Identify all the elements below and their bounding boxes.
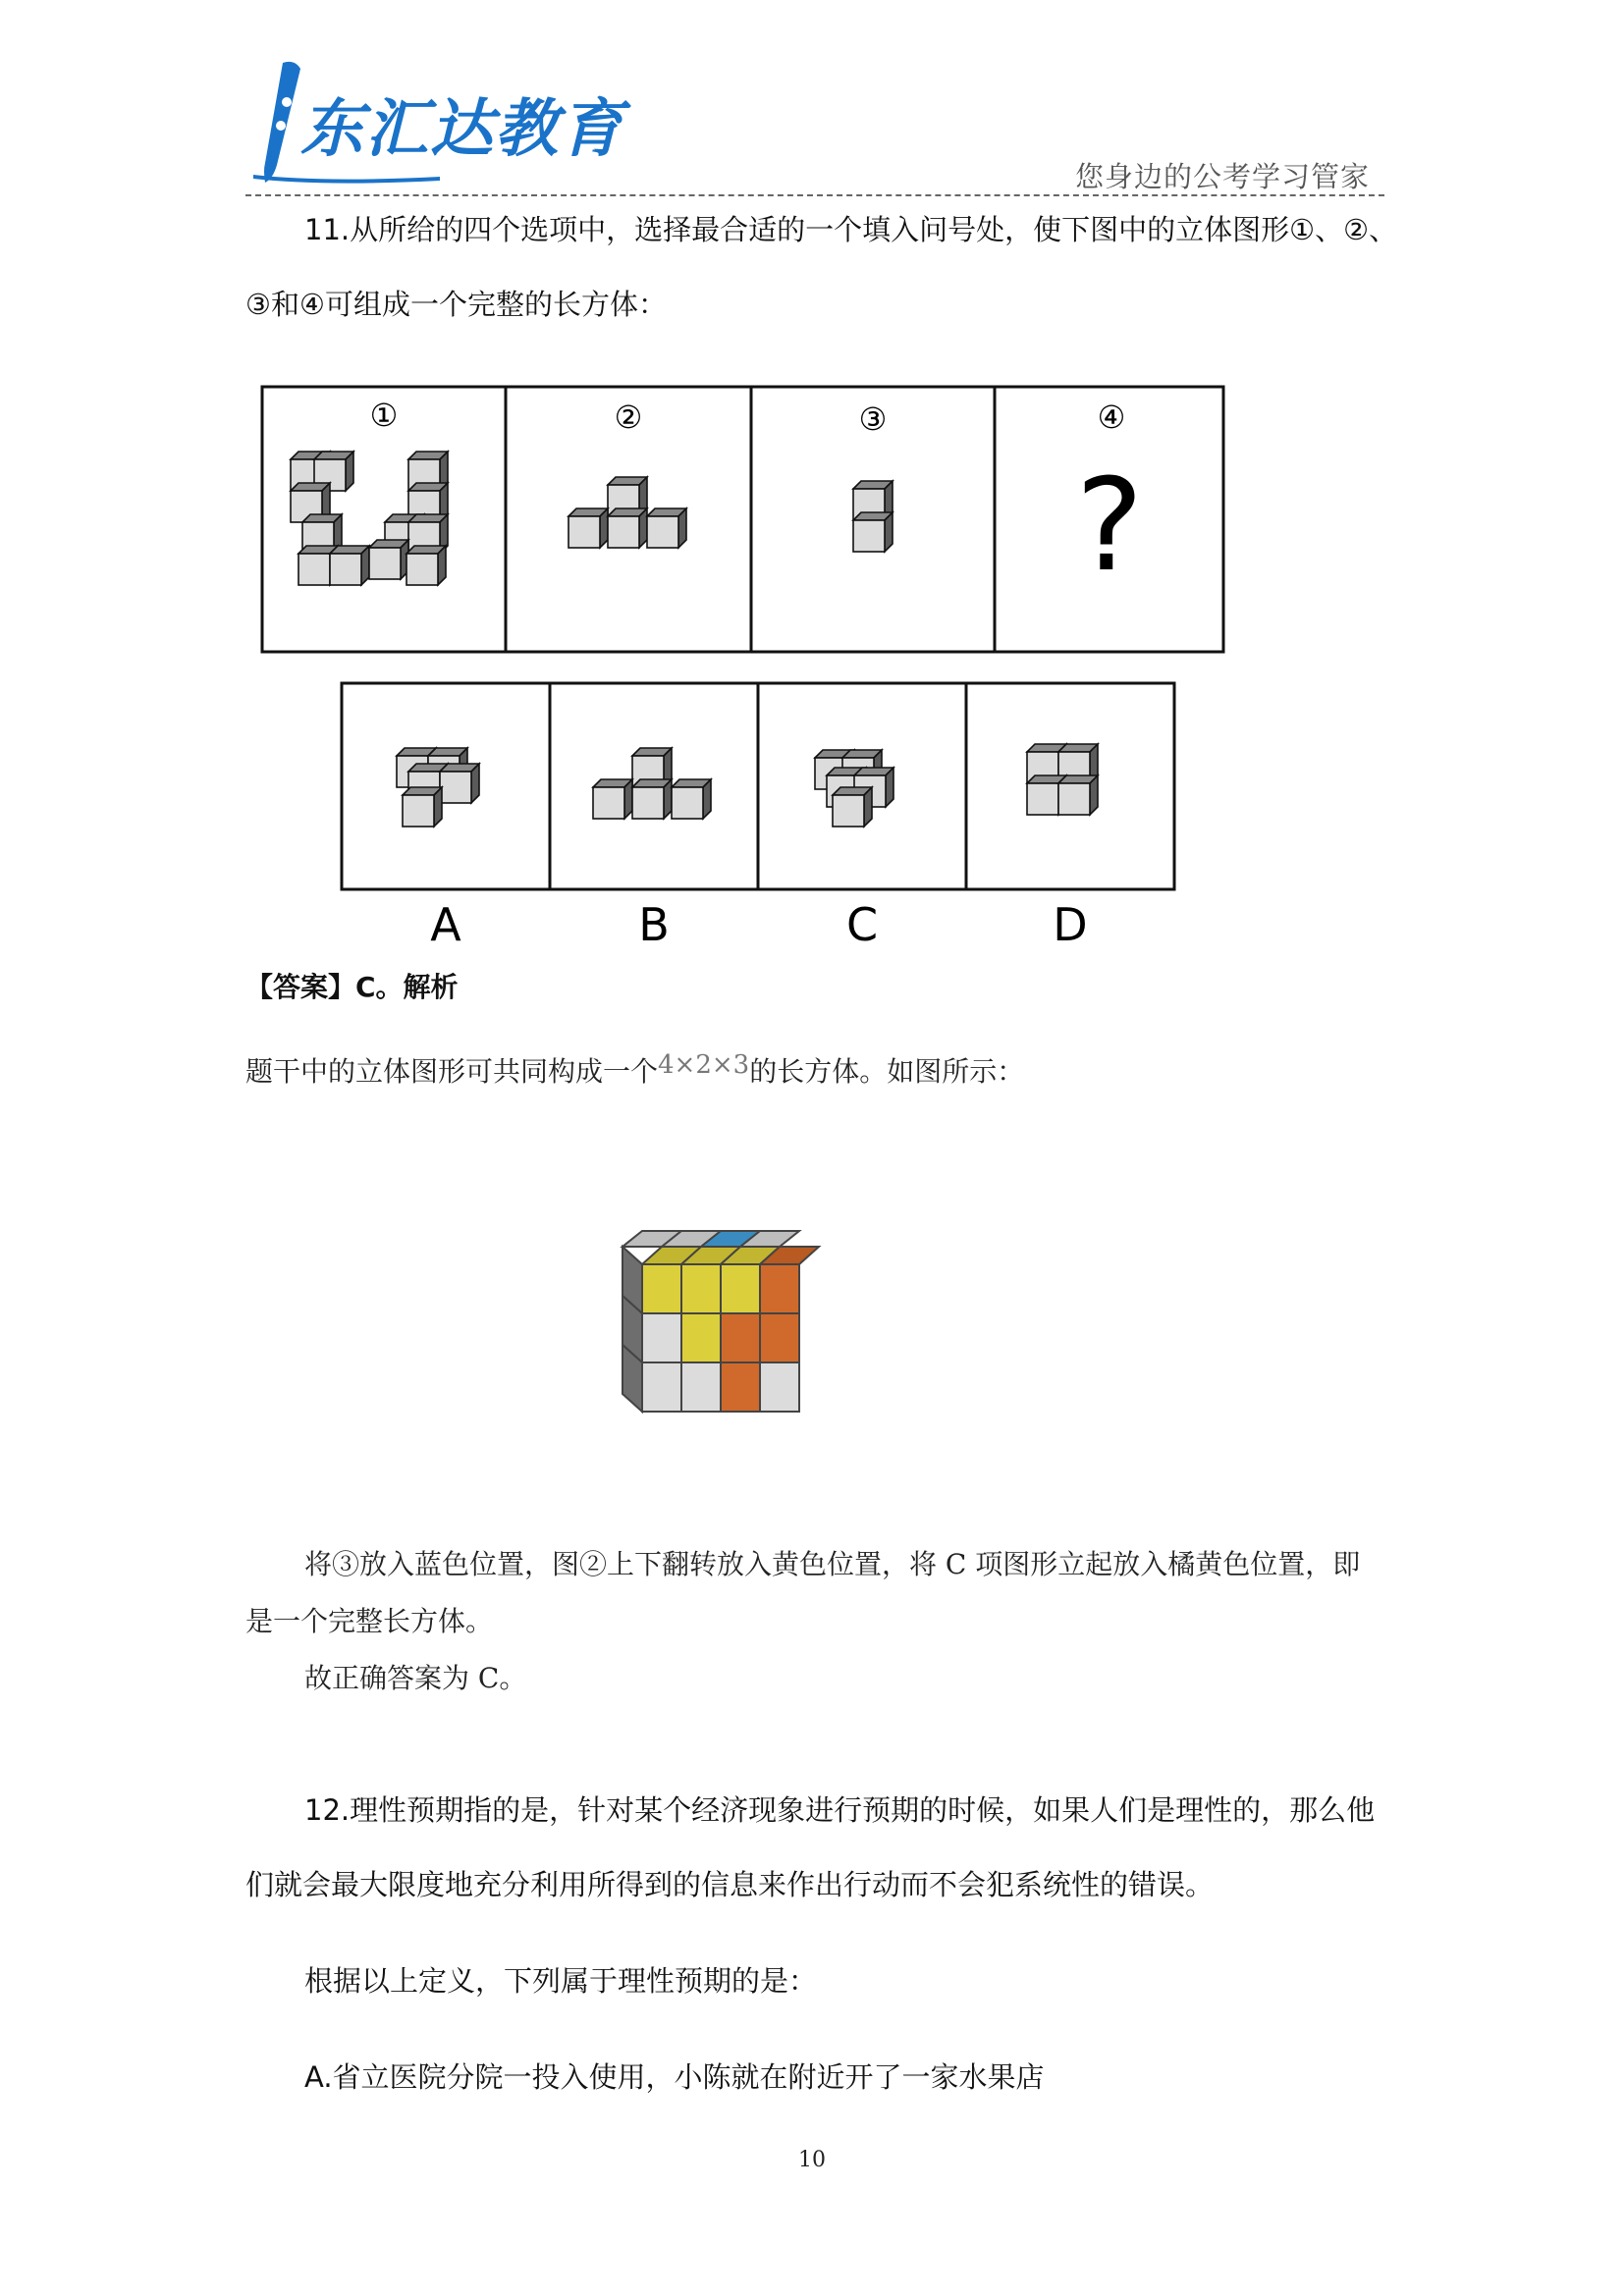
- question-11-text-line1: 11.从所给的四个选项中，选择最合适的一个填入问号处，使下图中的立体图形①、②、: [304, 213, 1398, 246]
- option-label-b: B: [638, 898, 670, 951]
- page-number: 10: [798, 2148, 826, 2172]
- figure-label-2: ②: [614, 399, 643, 436]
- cuboid-front-face: [642, 1264, 799, 1412]
- option-label-d: D: [1053, 898, 1088, 951]
- dimension-formula: 4×2×3: [658, 1050, 750, 1080]
- question-11-text-line2: ③和④可组成一个完整的长方体：: [245, 288, 667, 321]
- question-12-option-a: A.省立医院分院一投入使用，小陈就在附近开了一家水果店: [304, 2060, 1045, 2094]
- figure-shape-3: [853, 481, 893, 552]
- figure-label-1: ①: [369, 397, 399, 434]
- option-label-c: C: [845, 898, 879, 951]
- option-shape-d: [1027, 744, 1098, 815]
- question-mark: ?: [1075, 451, 1144, 600]
- question-12-text-line1: 12.理性预期指的是，针对某个经济现象进行预期的时候，如果人们是理性的，那么他: [304, 1793, 1376, 1827]
- explanation-line1-end: 的长方体。如图所示：: [749, 1055, 1025, 1088]
- logo-text: 东汇达教育: [300, 93, 624, 166]
- question-12-prompt: 根据以上定义，下列属于理性预期的是：: [304, 1964, 818, 1998]
- option-shape-c: [815, 750, 893, 827]
- explanation-line2: 将③放入蓝色位置，图②上下翻转放入黄色位置，将 C 项图形立起放入橘黄色位置，即: [304, 1548, 1361, 1580]
- cuboid-left-face: [623, 1247, 642, 1412]
- figure-label-3: ③: [858, 400, 888, 438]
- option-shape-a: [397, 748, 479, 827]
- question-11-figure: [259, 383, 1231, 952]
- explanation-line1: [245, 1050, 1024, 1090]
- option-label-a: A: [430, 898, 461, 951]
- option-shape-b: [593, 748, 711, 819]
- explanation-line1-start: 题干中的立体图形可共同构成一个: [245, 1055, 659, 1088]
- composite-cuboid-figure: [619, 1227, 864, 1423]
- figure-shape-2: [568, 477, 686, 548]
- figure-label-4: ④: [1097, 399, 1126, 436]
- header-tagline: 您身边的公考学习管家: [1075, 160, 1371, 193]
- question-12-text-line2: 们就会最大限度地充分利用所得到的信息来作出行动而不会犯系统性的错误。: [245, 1868, 1215, 1901]
- cuboid-top-face: [623, 1231, 819, 1264]
- explanation-line3: 是一个完整长方体。: [245, 1605, 494, 1637]
- explanation-conclusion: 故正确答案为 C。: [304, 1662, 527, 1694]
- header-divider: [245, 194, 1384, 196]
- company-logo: [244, 57, 676, 185]
- figure-shape-1: [291, 452, 448, 585]
- answer-label: 【答案】C。解析: [245, 971, 459, 1003]
